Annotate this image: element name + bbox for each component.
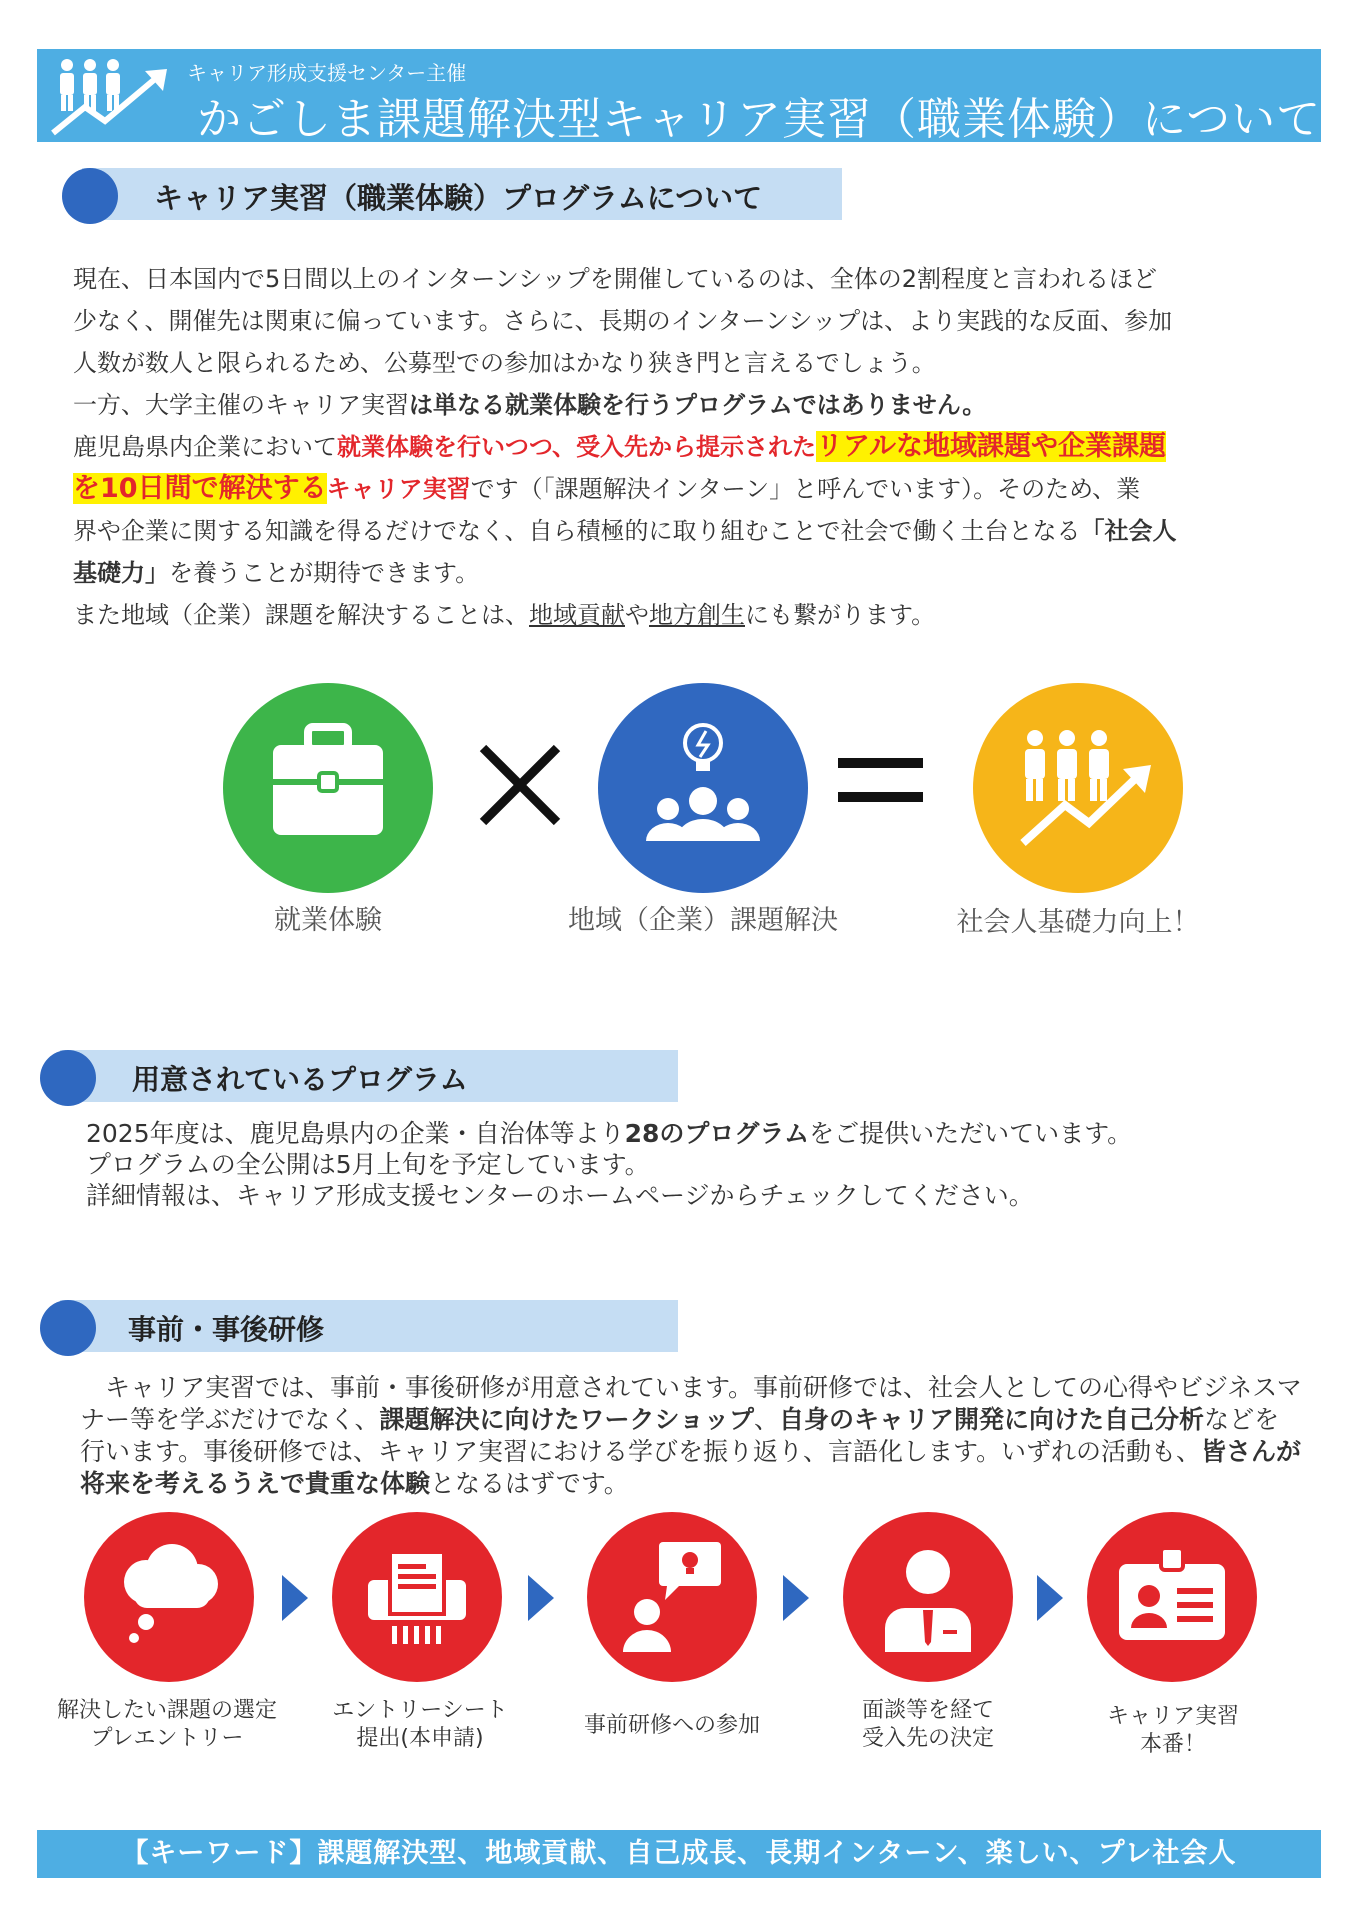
step-arrow-icon (282, 1575, 308, 1621)
training-line (80, 1468, 1302, 1500)
intro-text: や (625, 601, 649, 629)
step-2-circle (332, 1512, 502, 1682)
programs-text: をご提供いただいています。 (809, 1119, 1133, 1148)
intro-text: 鹿児島県内企業において (73, 433, 337, 461)
step-label-line: 面談等を経て (861, 1698, 994, 1723)
step-label-line: キャリア実習 (1106, 1704, 1239, 1729)
training-bold-text: 課題解決に向けたワークショップ (379, 1405, 755, 1434)
career-growth-circle (973, 683, 1183, 893)
intro-line (73, 342, 1293, 384)
intro-underline-text: 地域貢献 (529, 601, 625, 629)
team-idea-icon (598, 683, 808, 893)
section-title: キャリア実習（職業体験）プログラムについて (154, 181, 763, 215)
training-bold-text: 皆さんが (1201, 1437, 1302, 1466)
intro-bold-text: 「社会人 (1080, 517, 1177, 545)
step-label-line: プレエントリー (90, 1726, 244, 1751)
equals-icon (838, 750, 923, 810)
problem-solving-circle (598, 683, 808, 893)
intro-line (73, 594, 1293, 636)
idea-person-icon (587, 1512, 757, 1682)
step-arrow-icon (528, 1575, 554, 1621)
step-2-label (320, 1697, 520, 1753)
intro-underline-text: 地方創生 (649, 601, 745, 629)
section-title: 事前・事後研修 (128, 1313, 325, 1346)
intro-text: また地域（企業）課題を解決することは、 (73, 601, 529, 629)
step-label-line: 解決したい課題の選定 (56, 1698, 277, 1723)
briefcase-icon (223, 683, 433, 893)
intro-line (73, 552, 1293, 594)
intro-line (73, 384, 1293, 426)
section-dot (62, 168, 118, 224)
step-label-line: 事前研修への参加 (583, 1713, 760, 1738)
step-1-circle (84, 1512, 254, 1682)
thought-cloud-icon (84, 1512, 254, 1682)
formula-caption-work: 就業体験 (274, 905, 382, 936)
intro-line (73, 426, 1293, 468)
training-line (80, 1404, 1302, 1436)
step-5-circle (1087, 1512, 1257, 1682)
section-dot (40, 1050, 96, 1106)
section-title: 用意されているプログラム (132, 1063, 468, 1096)
section-header-program (62, 168, 842, 220)
intro-text: 現在、日本国内で5日間以上のインターンシップを開催しているのは、全体の2割程度と言われるほど (73, 265, 1158, 293)
training-text: 行います。事後研修では、キャリア実習における学びを振り返り、言語化します。いずれの活動も、 (80, 1437, 1202, 1466)
step-arrow-icon (1037, 1575, 1063, 1621)
intro-text: 界や企業に関する知識を得るだけでなく、自ら積極的に取り組むことで社会で働く土台となる (73, 517, 1081, 545)
training-line (80, 1372, 1302, 1404)
id-card-icon (1087, 1512, 1257, 1682)
training-paragraph (80, 1372, 1302, 1500)
formula-caption-solve: 地域（企業）課題解決 (568, 905, 838, 936)
formula-caption-growth: 社会人基礎力向上！ (956, 907, 1200, 938)
page-title: かごしま課題解決型キャリア実習（職業体験）について (197, 94, 1322, 145)
programs-text: プログラムの全公開は5月上旬を予定しています。 (86, 1150, 650, 1179)
section-header-training (40, 1300, 678, 1352)
intro-highlight-text: リアルな地域課題や企業課題 (816, 431, 1166, 462)
intro-text: にも繋がります。 (745, 601, 936, 629)
intro-text: 人数が数人と限られるため、公募型での参加はかなり狭き門と言えるでしょう。 (73, 349, 936, 377)
training-bold-text: 将来を考えるうえで貴重な体験 (80, 1469, 431, 1498)
step-3-label (572, 1712, 772, 1740)
intro-bold-text: 基礎力」 (73, 559, 169, 587)
intro-red-text: 就業体験を行いつつ、受入先から提示された (337, 433, 817, 461)
step-label-line: エントリーシート (332, 1698, 508, 1723)
training-text: などを (1204, 1405, 1280, 1434)
programs-bold-text: 28のプログラム (624, 1119, 810, 1148)
training-text: キャリア実習では、事前・事後研修が用意されています。事前研修では、社会人としての心得やビジネスマ (80, 1373, 1302, 1402)
training-bold-text: 自身のキャリア開発に向けた自己分析 (779, 1405, 1205, 1434)
intro-red-text: キャリア実習 (326, 475, 471, 503)
intro-paragraph (73, 258, 1293, 636)
training-text: となるはずです。 (430, 1469, 629, 1498)
multiply-icon (475, 740, 565, 830)
businessman-icon (843, 1512, 1013, 1682)
programs-paragraph (86, 1118, 1132, 1211)
step-label-line: 提出(本申請) (356, 1726, 484, 1751)
document-submit-icon (332, 1512, 502, 1682)
header-banner (37, 49, 1322, 145)
section-dot (40, 1300, 96, 1356)
growth-people-icon (973, 683, 1183, 893)
programs-line (86, 1180, 1132, 1211)
training-text: ナー等を学ぶだけでなく、 (80, 1405, 380, 1434)
training-text: 、 (754, 1405, 780, 1434)
intro-highlight-text: を10日間で解決する (73, 473, 327, 504)
header-subtitle: キャリア形成支援センター主催 (187, 61, 467, 85)
step-4-label (828, 1697, 1028, 1753)
intro-text: 一方、大学主催のキャリア実習 (73, 391, 409, 419)
programs-line (86, 1149, 1132, 1180)
step-5-label (1073, 1703, 1273, 1759)
step-1-label (52, 1697, 282, 1753)
step-label-line: 受入先の決定 (861, 1726, 994, 1751)
step-arrow-icon (783, 1575, 809, 1621)
growth-people-icon (45, 55, 185, 137)
step-4-circle (843, 1512, 1013, 1682)
intro-bold-text: は単なる就業体験を行うプログラムではありません。 (409, 391, 987, 419)
intro-text: を養うことが期待できます。 (169, 559, 480, 587)
programs-text: 詳細情報は、キャリア形成支援センターのホームページからチェックしてください。 (86, 1181, 1034, 1210)
work-experience-circle (223, 683, 433, 893)
intro-line (73, 468, 1293, 510)
step-3-circle (587, 1512, 757, 1682)
programs-text: 2025年度は、鹿児島県内の企業・自治体等より (86, 1119, 625, 1148)
section-header-programs (40, 1050, 678, 1102)
step-label-line: 本番！ (1139, 1732, 1206, 1757)
intro-line (73, 300, 1293, 342)
intro-line (73, 258, 1293, 300)
keywords-footer: 【キーワード】課題解決型、地域貢献、自己成長、長期インターン、楽しい、プレ社会人 (37, 1830, 1321, 1878)
programs-line (86, 1118, 1132, 1149)
training-line (80, 1436, 1302, 1468)
intro-text: 少なく、開催先は関東に偏っています。さらに、長期のインターンシップは、より実践的な反面、参加 (73, 307, 1173, 335)
intro-line (73, 510, 1293, 552)
intro-text: です（「課題解決インターン」と呼んでいます）。そのため、業 (470, 475, 1141, 503)
